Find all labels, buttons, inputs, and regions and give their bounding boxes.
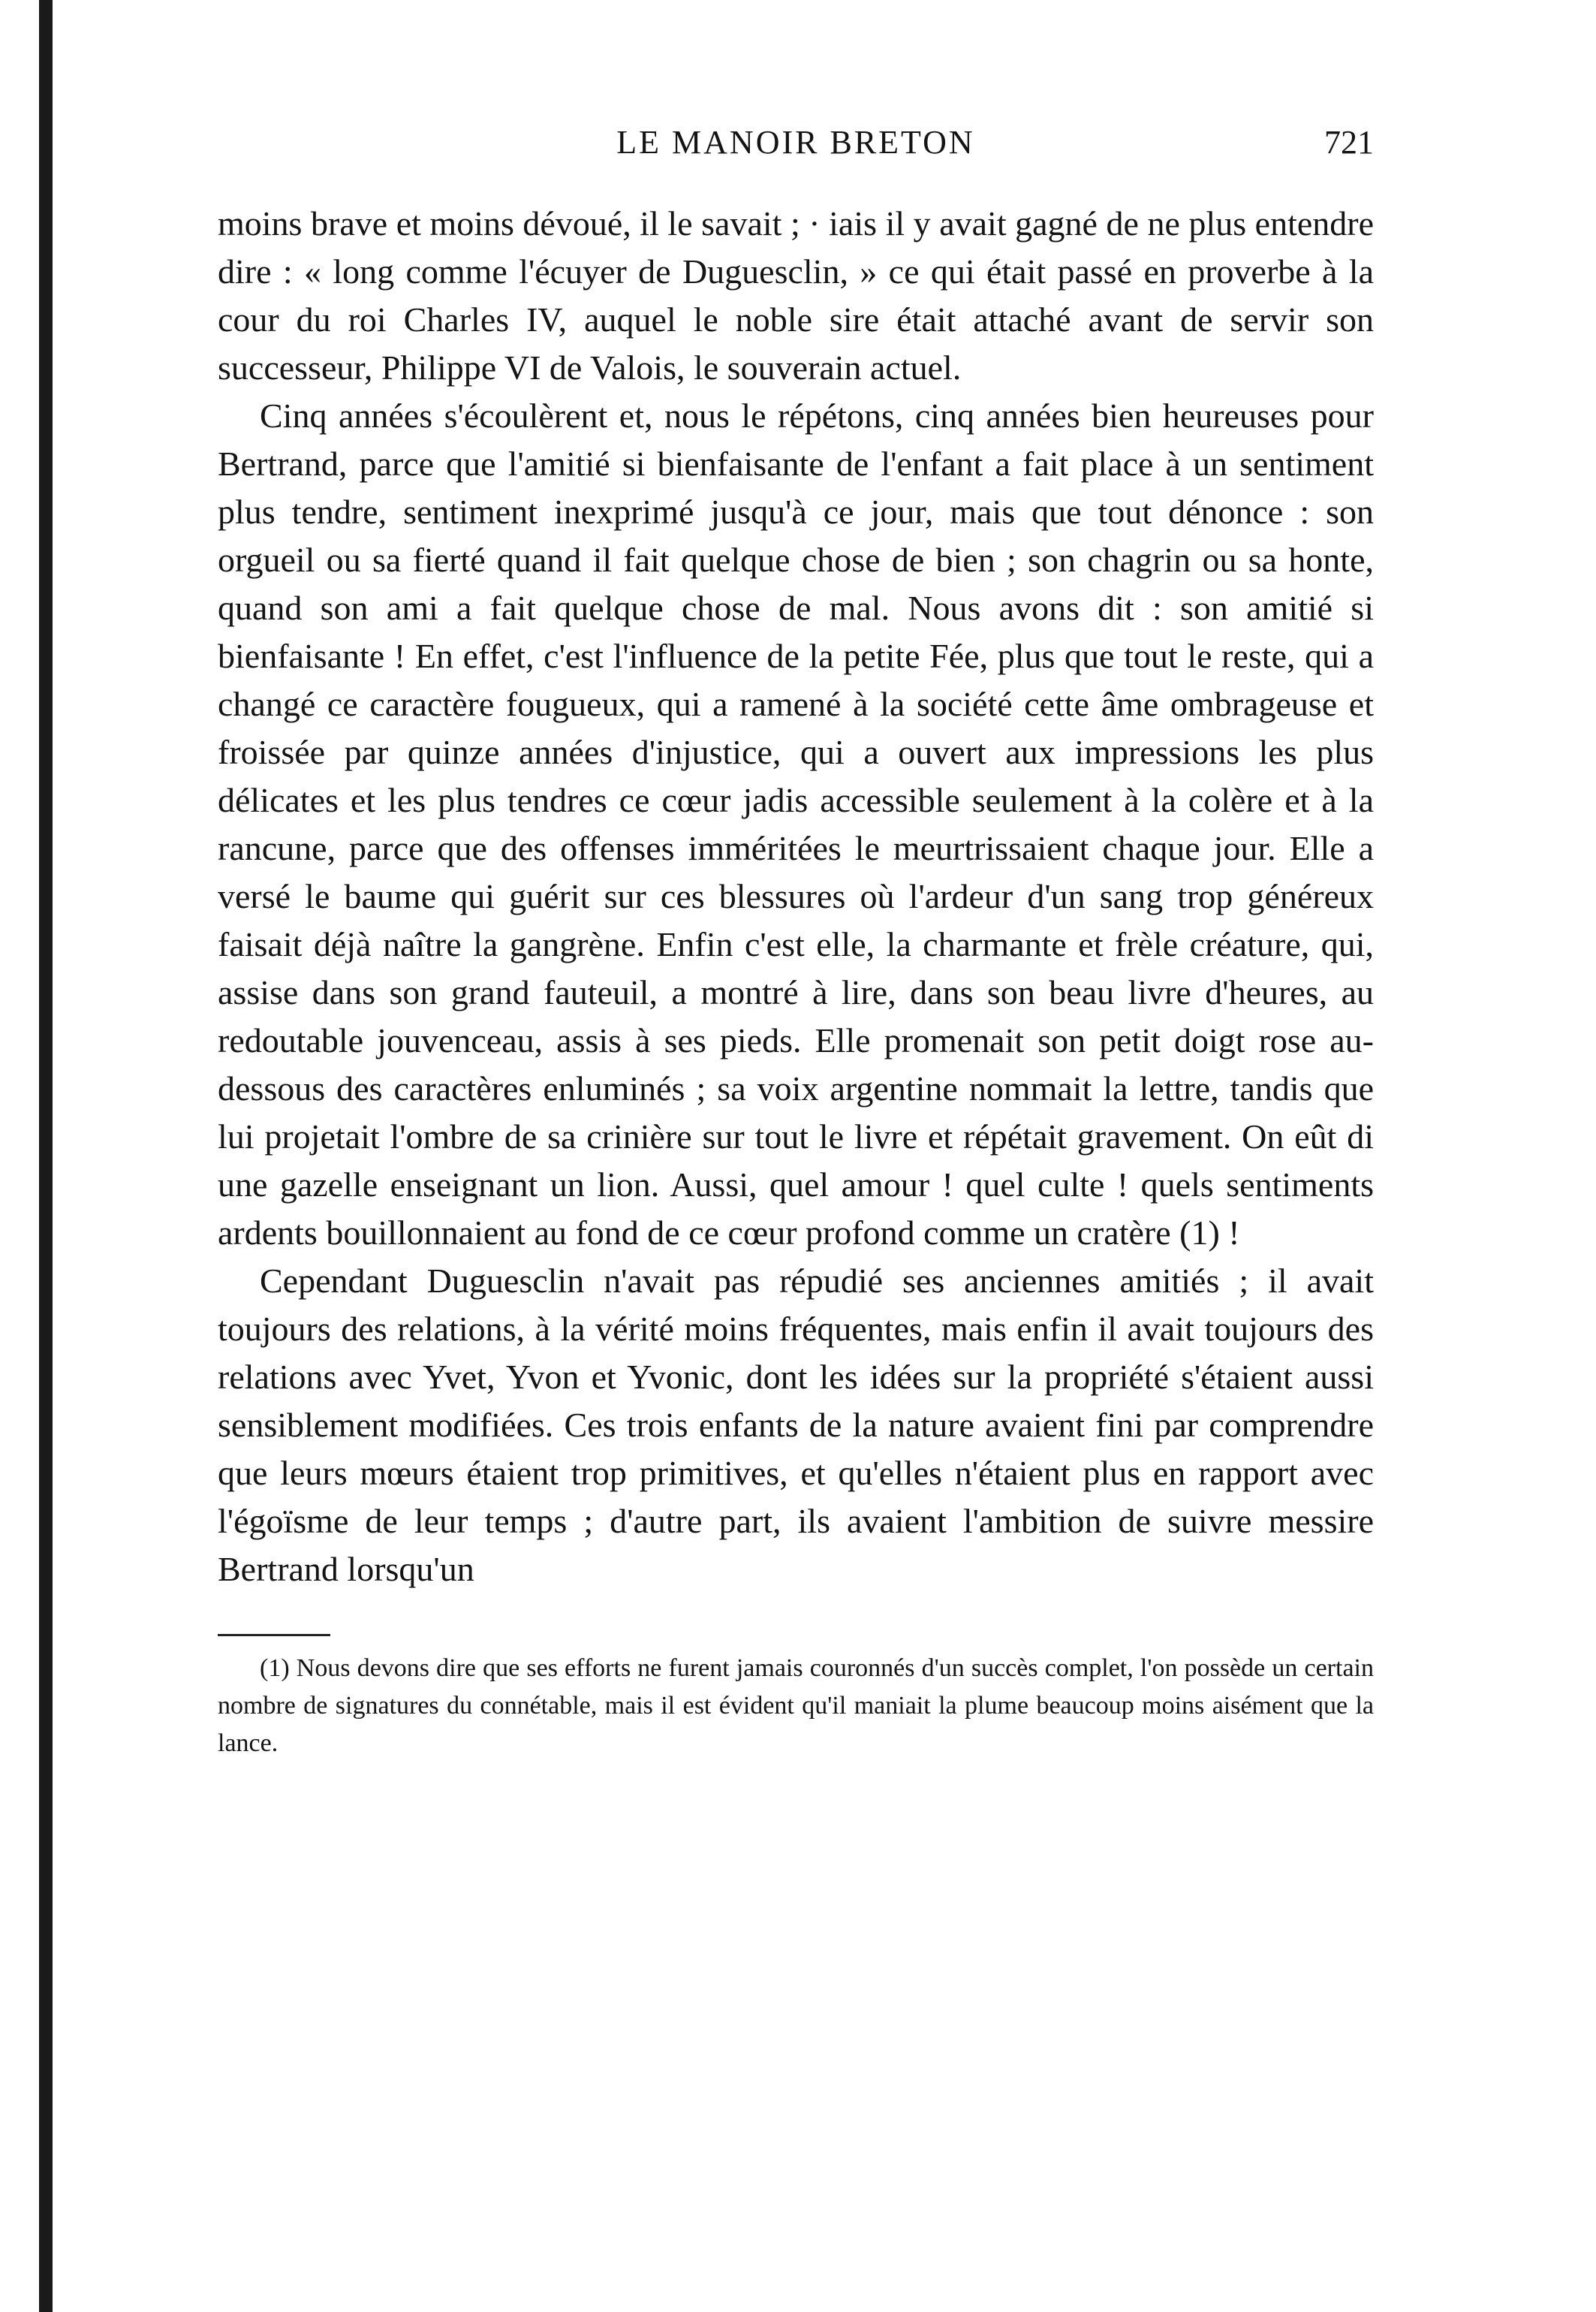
page-binding-edge xyxy=(39,0,53,2312)
footnote: (1) Nous devons dire que ses efforts ne furent jamais couronnés d'un succès complet, l'on possède un certain nombre de signatures du connétable, mais il est évident qu'il maniait la plume beaucoup moins aisément que la lance. xyxy=(218,1654,1374,1757)
book-page xyxy=(218,113,1374,1788)
body-text xyxy=(218,200,1374,1593)
running-head xyxy=(218,113,1374,180)
paragraph-cependant: Cependant Duguesclin n'avait pas répudié ses anciennes amitiés ; il avait toujours des relations, à la vérité moins fréquentes, mais enfin il avait toujours des relations avec Yvet, Yvon et Yvonic, dont les idées sur la propriété s'étaient aussi sensiblement modifiées. Ces trois enfants de la nature avaient fini par comprendre que leurs mœurs étaient trop primitives, et qu'elles n'étaient plus en rapport avec l'égoïsme de leur temps ; d'autre part, ils avaient l'ambition de suivre messire Bertrand lorsqu'un xyxy=(218,1262,1374,1588)
page-number: 721 xyxy=(1324,124,1374,161)
paragraph-cinq-annees: Cinq années s'écoulèrent et, nous le répétons, cinq années bien heureuses pour Bertrand, parce que l'amitié si bienfaisante de l'enfant a fait place à un sentiment plus tendre, sentiment inexprimé jusqu'à ce jour, mais que tout dénonce : son orgueil ou sa fierté quand il fait quelque chose de bien ; son chagrin ou sa honte, quand son ami a fait quelque chose de mal. Nous avons dit : son amitié si bienfaisante ! En effet, c'est l'influence de la petite Fée, plus que tout le reste, qui a changé ce caractère fougueux, qui a ramené à la société cette âme ombrageuse et froissée par quinze années d'injustice, qui a ouvert aux impressions les plus délicates et les plus tendres ce cœur jadis accessible seulement à la colère et à la rancune, parce que des offenses imméritées le meurtrissaient chaque jour. Elle a versé le baume qui guérit sur ces blessures où l'ardeur d'un sang trop généreux faisait déjà naître la gangrène. Enfin c'est elle, la charmante et frèle créature, qui, assise dans son grand fauteuil, a montré à lire, dans son beau livre d'heures, au redoutable jouvenceau, assis à ses pieds. Elle promenait son petit doigt rose au-dessous des caractères enluminés ; sa voix argentine nommait la lettre, tandis que lui projetait l'ombre de sa crinière sur tout le livre et répétait gravement. On eût di une gazelle enseignant un lion. Aussi, quel amour ! quel culte ! quels sentiments ardents bouillonnaient au fond de ce cœur profond comme un cratère (1) ! xyxy=(218,396,1374,1252)
running-title: LE MANOIR BRETON xyxy=(616,124,975,161)
footnote-rule xyxy=(218,1634,330,1636)
paragraph-continuation: moins brave et moins dévoué, il le savait ; · iais il y avait gagné de ne plus entendre dire : « long comme l'écuyer de Duguesclin, » ce qui était passé en proverbe à la cour du roi Charles IV, auquel le noble sire était attaché avant de servir son successeur, Philippe VI de Valois, le souverain actuel. xyxy=(218,204,1374,387)
